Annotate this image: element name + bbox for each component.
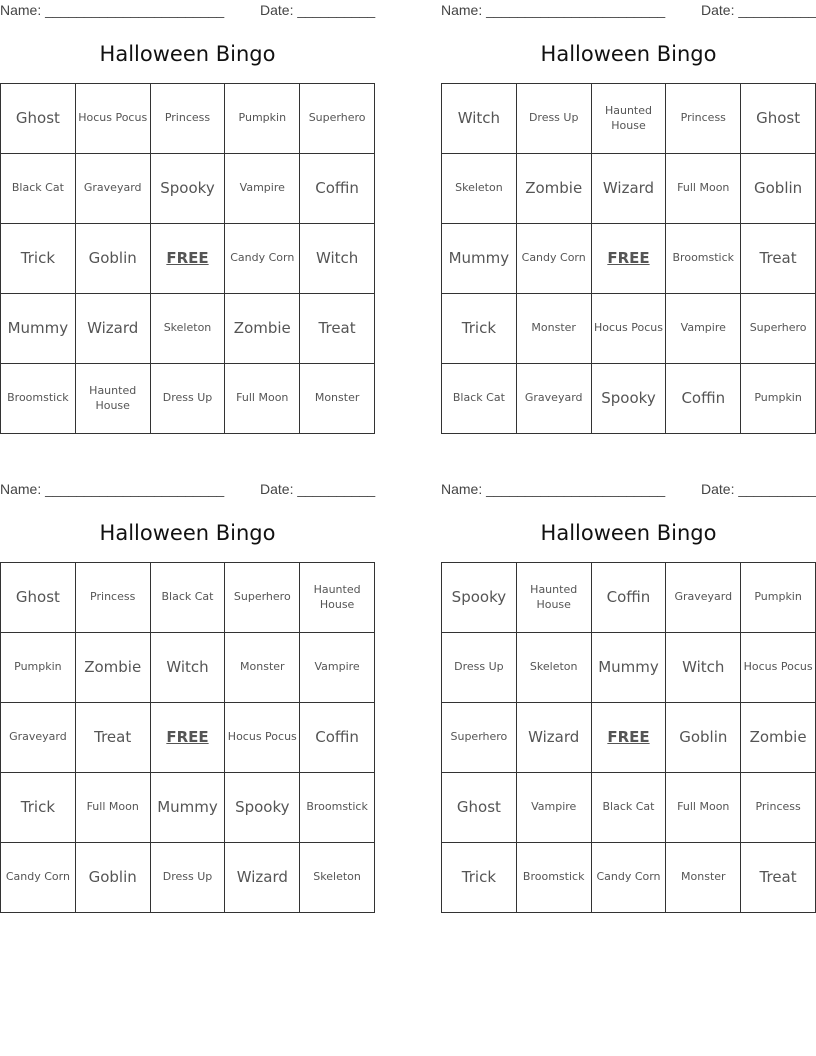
bingo-cell: Mummy [151, 773, 226, 843]
date-field-label: Date: __________ [260, 481, 376, 497]
bingo-grid [441, 562, 816, 913]
bingo-cell: Dress Up [517, 84, 592, 154]
bingo-cell: Trick [1, 773, 76, 843]
bingo-card [0, 479, 375, 909]
bingo-cell: Broomstick [1, 364, 76, 434]
bingo-cell: Princess [76, 563, 151, 633]
bingo-cell: Mummy [592, 633, 667, 703]
bingo-cell: Full Moon [666, 773, 741, 843]
name-field-label: Name: _______________________ [0, 481, 225, 497]
bingo-cell: Haunted House [517, 563, 592, 633]
bingo-cell: Trick [442, 843, 517, 913]
bingo-cell: Witch [151, 633, 226, 703]
bingo-cell: Wizard [592, 154, 667, 224]
bingo-cell: Zombie [517, 154, 592, 224]
bingo-cell: Black Cat [442, 364, 517, 434]
bingo-cell: Pumpkin [225, 84, 300, 154]
bingo-cell: Dress Up [442, 633, 517, 703]
bingo-cell: Full Moon [666, 154, 741, 224]
bingo-cell: Superhero [442, 703, 517, 773]
bingo-cell: Pumpkin [741, 364, 816, 434]
bingo-cell: Ghost [1, 563, 76, 633]
bingo-cell: Dress Up [151, 364, 226, 434]
bingo-cell: Graveyard [666, 563, 741, 633]
bingo-cell: Witch [442, 84, 517, 154]
bingo-cell: Treat [300, 294, 375, 364]
bingo-cell: Superhero [300, 84, 375, 154]
date-field-label: Date: __________ [260, 2, 376, 18]
bingo-cell: Wizard [517, 703, 592, 773]
bingo-cell: Skeleton [517, 633, 592, 703]
card-title: Halloween Bingo [99, 42, 276, 66]
bingo-cell: Ghost [741, 84, 816, 154]
bingo-cell: Skeleton [151, 294, 226, 364]
bingo-cell: Black Cat [592, 773, 667, 843]
bingo-cell: Witch [666, 633, 741, 703]
bingo-cell: Broomstick [666, 224, 741, 294]
card-header [441, 479, 816, 501]
bingo-cell: Princess [741, 773, 816, 843]
bingo-cell: Vampire [225, 154, 300, 224]
bingo-cell: Graveyard [517, 364, 592, 434]
bingo-cell: Superhero [225, 563, 300, 633]
bingo-cell: Princess [666, 84, 741, 154]
bingo-cell: Zombie [225, 294, 300, 364]
bingo-card [0, 0, 375, 430]
bingo-cell: Goblin [76, 843, 151, 913]
bingo-card [441, 0, 816, 430]
bingo-cell: Coffin [592, 563, 667, 633]
bingo-cell: Vampire [517, 773, 592, 843]
bingo-cell: Full Moon [225, 364, 300, 434]
bingo-cell: Treat [76, 703, 151, 773]
bingo-cell: Haunted House [300, 563, 375, 633]
bingo-cell: Full Moon [76, 773, 151, 843]
bingo-cell: Zombie [741, 703, 816, 773]
bingo-cell: Monster [666, 843, 741, 913]
bingo-cell: Hocus Pocus [741, 633, 816, 703]
card-header [0, 479, 375, 501]
bingo-cell: Goblin [666, 703, 741, 773]
card-title: Halloween Bingo [540, 521, 717, 545]
bingo-cell: Broomstick [300, 773, 375, 843]
bingo-cell: Wizard [76, 294, 151, 364]
bingo-cell: Witch [300, 224, 375, 294]
free-space-cell: FREE [592, 703, 667, 773]
bingo-cell: Candy Corn [592, 843, 667, 913]
bingo-cell: Coffin [300, 154, 375, 224]
bingo-cell: Haunted House [76, 364, 151, 434]
name-field-label: Name: _______________________ [441, 2, 666, 18]
bingo-cell: Treat [741, 224, 816, 294]
bingo-cell: Pumpkin [1, 633, 76, 703]
bingo-cell: Broomstick [517, 843, 592, 913]
bingo-cell: Vampire [666, 294, 741, 364]
bingo-cell: Zombie [76, 633, 151, 703]
bingo-grid [0, 83, 375, 434]
bingo-cell: Spooky [225, 773, 300, 843]
bingo-cell: Candy Corn [517, 224, 592, 294]
bingo-cell: Goblin [741, 154, 816, 224]
free-space-cell: FREE [151, 703, 226, 773]
bingo-cell: Skeleton [300, 843, 375, 913]
bingo-cell: Mummy [442, 224, 517, 294]
bingo-cell: Spooky [442, 563, 517, 633]
bingo-cell: Skeleton [442, 154, 517, 224]
bingo-cell: Vampire [300, 633, 375, 703]
bingo-cell: Black Cat [1, 154, 76, 224]
bingo-cell: Graveyard [76, 154, 151, 224]
bingo-card [441, 479, 816, 909]
bingo-cell: Coffin [300, 703, 375, 773]
bingo-cell: Haunted House [592, 84, 667, 154]
bingo-cell: Candy Corn [1, 843, 76, 913]
date-field-label: Date: __________ [701, 481, 816, 497]
bingo-cell: Monster [517, 294, 592, 364]
bingo-cell: Hocus Pocus [225, 703, 300, 773]
bingo-cell: Trick [442, 294, 517, 364]
bingo-cell: Mummy [1, 294, 76, 364]
card-title: Halloween Bingo [99, 521, 276, 545]
card-title: Halloween Bingo [540, 42, 717, 66]
bingo-cell: Monster [225, 633, 300, 703]
bingo-cell: Hocus Pocus [592, 294, 667, 364]
bingo-cell: Wizard [225, 843, 300, 913]
bingo-cell: Superhero [741, 294, 816, 364]
bingo-grid [441, 83, 816, 434]
bingo-grid [0, 562, 375, 913]
bingo-cell: Princess [151, 84, 226, 154]
date-field-label: Date: __________ [701, 2, 816, 18]
bingo-cell: Spooky [151, 154, 226, 224]
bingo-cell: Pumpkin [741, 563, 816, 633]
card-header [441, 0, 816, 22]
bingo-cell: Spooky [592, 364, 667, 434]
bingo-cell: Ghost [442, 773, 517, 843]
bingo-cell: Monster [300, 364, 375, 434]
bingo-cell: Black Cat [151, 563, 226, 633]
bingo-cell: Goblin [76, 224, 151, 294]
name-field-label: Name: _______________________ [0, 2, 225, 18]
bingo-cell: Hocus Pocus [76, 84, 151, 154]
card-header [0, 0, 375, 22]
bingo-cell: Coffin [666, 364, 741, 434]
bingo-cell: Dress Up [151, 843, 226, 913]
bingo-cell: Candy Corn [225, 224, 300, 294]
name-field-label: Name: _______________________ [441, 481, 666, 497]
free-space-cell: FREE [592, 224, 667, 294]
free-space-cell: FREE [151, 224, 226, 294]
bingo-cell: Ghost [1, 84, 76, 154]
bingo-cell: Trick [1, 224, 76, 294]
bingo-cell: Graveyard [1, 703, 76, 773]
bingo-cell: Treat [741, 843, 816, 913]
